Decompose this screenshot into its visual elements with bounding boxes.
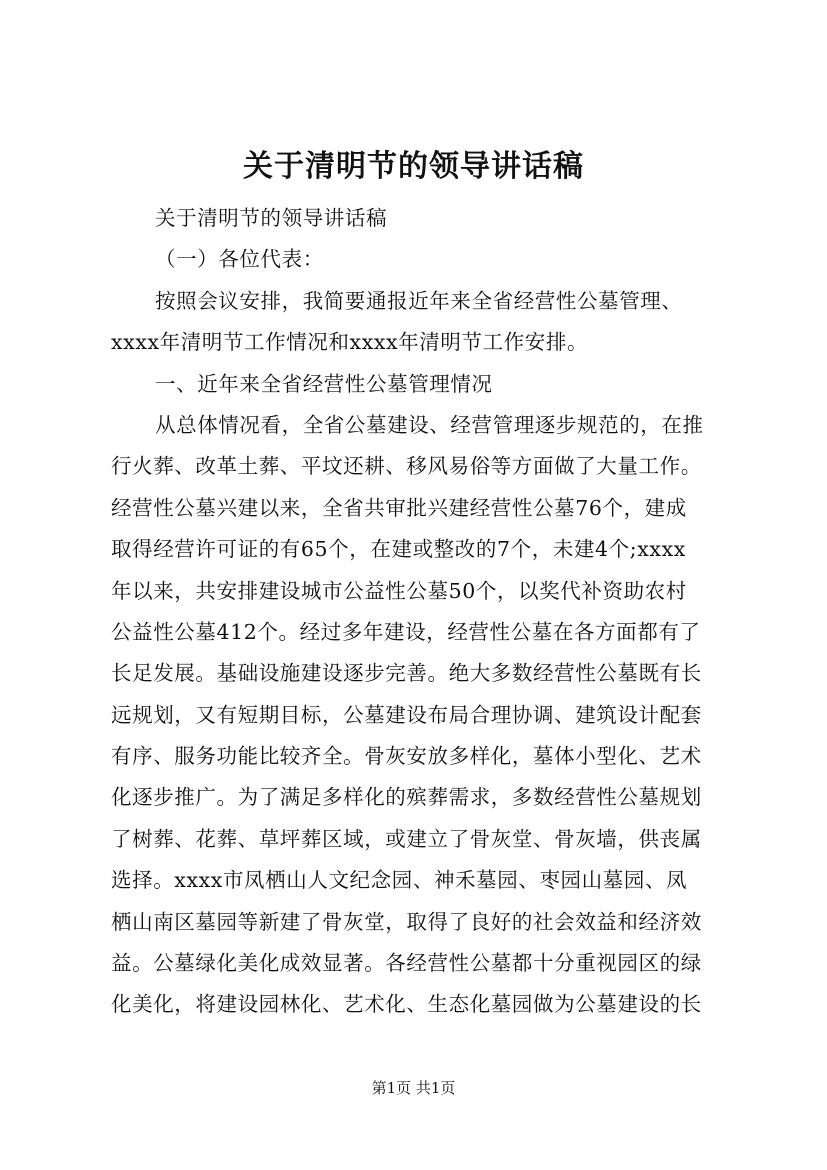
body-line: 年以来，共安排建设城市公益性公墓50个，以奖代补资助农村 xyxy=(111,578,687,603)
body-line: （一）各位代表： xyxy=(155,247,324,272)
body-line: 远规划，又有短期目标，公墓建设布局合理协调、建筑设计配套 xyxy=(111,702,702,727)
body-line: 关于清明节的领导讲话稿 xyxy=(155,206,388,230)
body-line: 公益性公墓412个。经过多年建设，经营性公墓在各方面都有了 xyxy=(111,619,701,644)
body-line: 了树葬、花葬、草坪葬区域，或建立了骨灰堂、骨灰墙，供丧属 xyxy=(111,826,702,851)
body-line: 化逐步推广。为了满足多样化的殡葬需求，多数经营性公墓规划 xyxy=(111,785,702,810)
body-line: 从总体情况看，全省公墓建设、经营管理逐步规范的，在推 xyxy=(155,412,704,437)
body-line: 益。公墓绿化美化成效显著。各经营性公墓都十分重视园区的绿 xyxy=(111,951,702,976)
page-number-footer: 第1页 共1页 xyxy=(371,1079,456,1097)
body-line: 行火葬、改革土葬、平坟还耕、移风易俗等方面做了大量工作。 xyxy=(111,454,702,479)
body-line: 选择。xxxx市凤栖山人文纪念园、神禾墓园、枣园山墓园、凤 xyxy=(111,868,688,893)
body-line: 化美化，将建设园林化、艺术化、生态化墓园做为公墓建设的长 xyxy=(111,992,702,1017)
body-line: 经营性公墓兴建以来，全省共审批兴建经营性公墓76个，建成 xyxy=(111,495,687,520)
document-body xyxy=(111,198,737,1026)
body-line: 按照会议安排，我简要通报近年来全省经营性公墓管理、 xyxy=(155,288,683,313)
body-line: 一、近年来全省经营性公墓管理情况 xyxy=(155,371,493,396)
body-line: xxxx年清明节工作情况和xxxx年清明节工作安排。 xyxy=(111,330,589,355)
body-line: 长足发展。基础设施建设逐步完善。绝大多数经营性公墓既有长 xyxy=(111,661,702,686)
body-line: 栖山南区墓园等新建了骨灰堂，取得了良好的社会效益和经济效 xyxy=(111,909,702,934)
body-line: 取得经营许可证的有65个，在建或整改的7个，未建4个;xxxx xyxy=(111,537,686,562)
document-title: 关于清明节的领导讲话稿 xyxy=(243,149,584,184)
body-line: 有序、服务功能比较齐全。骨灰安放多样化，墓体小型化、艺术 xyxy=(111,744,702,769)
